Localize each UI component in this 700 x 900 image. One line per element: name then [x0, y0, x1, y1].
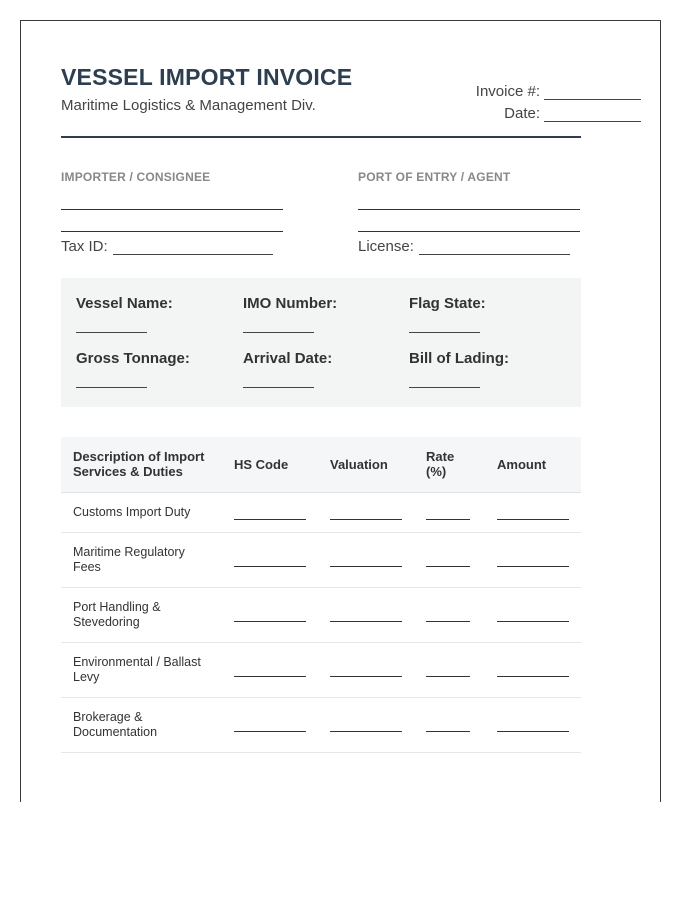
arrival-date-label: Arrival Date: — [243, 350, 333, 367]
rate-blank[interactable] — [426, 676, 470, 677]
vessel-name-blank[interactable] — [76, 332, 147, 333]
column-header-valuation: Valuation — [330, 457, 388, 472]
row-description: Environmental / Ballast Levy — [73, 655, 201, 684]
tax-id-blank[interactable] — [113, 240, 273, 255]
table-header — [61, 437, 581, 493]
arrival-date-field — [243, 350, 403, 388]
amount-blank[interactable] — [497, 566, 569, 567]
flag-state-label: Flag State: — [409, 295, 486, 312]
invoice-date-blank[interactable] — [544, 107, 641, 122]
table-row — [61, 588, 581, 643]
importer-line-1[interactable] — [61, 209, 283, 210]
hs-code-blank[interactable] — [234, 566, 306, 567]
imo-number-label: IMO Number: — [243, 295, 338, 312]
valuation-blank[interactable] — [330, 731, 402, 732]
column-header-amount: Amount — [497, 457, 547, 472]
gross-tonnage-blank[interactable] — [76, 387, 147, 388]
hs-code-blank[interactable] — [234, 519, 306, 520]
importer-line-2[interactable] — [61, 231, 283, 232]
page-cutoff — [0, 802, 700, 900]
port-line-1[interactable] — [358, 209, 580, 210]
rate-blank[interactable] — [426, 731, 470, 732]
table-row — [61, 643, 581, 698]
importer-section-label: IMPORTER / CONSIGNEE — [61, 170, 211, 184]
port-section-label: PORT OF ENTRY / AGENT — [358, 170, 511, 184]
flag-state-blank[interactable] — [409, 332, 480, 333]
services-table — [61, 437, 581, 753]
valuation-blank[interactable] — [330, 621, 402, 622]
hs-code-blank[interactable] — [234, 731, 306, 732]
bill-of-lading-label: Bill of Lading: — [409, 350, 509, 367]
tax-id-label: Tax ID: — [61, 238, 108, 255]
vessel-name-label: Vessel Name: — [76, 295, 173, 312]
vessel-details-box — [61, 278, 581, 407]
license-field — [358, 238, 570, 255]
table-row — [61, 493, 581, 533]
amount-blank[interactable] — [497, 519, 569, 520]
column-header-description: Description of Import Services & Duties — [73, 449, 205, 479]
hs-code-blank[interactable] — [234, 621, 306, 622]
tax-id-field — [61, 238, 273, 255]
header-divider — [61, 136, 581, 138]
column-header-rate: Rate (%) — [426, 449, 455, 479]
invoice-title: VESSEL IMPORT INVOICE — [61, 64, 353, 90]
rate-blank[interactable] — [426, 621, 470, 622]
amount-blank[interactable] — [497, 621, 569, 622]
vessel-name-field — [76, 295, 236, 333]
amount-blank[interactable] — [497, 676, 569, 677]
valuation-blank[interactable] — [330, 519, 402, 520]
invoice-subtitle: Maritime Logistics & Management Div. — [61, 97, 316, 114]
license-label: License: — [358, 238, 414, 255]
arrival-date-blank[interactable] — [243, 387, 314, 388]
license-blank[interactable] — [419, 240, 570, 255]
row-description: Brokerage & Documentation — [73, 710, 158, 739]
imo-number-blank[interactable] — [243, 332, 314, 333]
column-header-hs-code: HS Code — [234, 457, 289, 472]
valuation-blank[interactable] — [330, 566, 402, 567]
invoice-number-blank[interactable] — [544, 85, 641, 100]
gross-tonnage-label: Gross Tonnage: — [76, 350, 190, 367]
invoice-date-label: Date: — [504, 105, 540, 122]
row-description: Customs Import Duty — [73, 505, 191, 519]
hs-code-blank[interactable] — [234, 676, 306, 677]
bill-of-lading-field — [409, 350, 569, 388]
imo-number-field — [243, 295, 403, 333]
flag-state-field — [409, 295, 569, 333]
amount-blank[interactable] — [497, 731, 569, 732]
row-description: Port Handling & Stevedoring — [73, 600, 161, 629]
table-row — [61, 698, 581, 753]
valuation-blank[interactable] — [330, 676, 402, 677]
rate-blank[interactable] — [426, 566, 470, 567]
port-line-2[interactable] — [358, 231, 580, 232]
rate-blank[interactable] — [426, 519, 470, 520]
invoice-date-field — [504, 105, 641, 122]
gross-tonnage-field — [76, 350, 236, 388]
bill-of-lading-blank[interactable] — [409, 387, 480, 388]
table-row — [61, 533, 581, 588]
row-description: Maritime Regulatory Fees — [73, 545, 185, 574]
invoice-number-field — [476, 83, 641, 100]
invoice-number-label: Invoice #: — [475, 83, 540, 100]
